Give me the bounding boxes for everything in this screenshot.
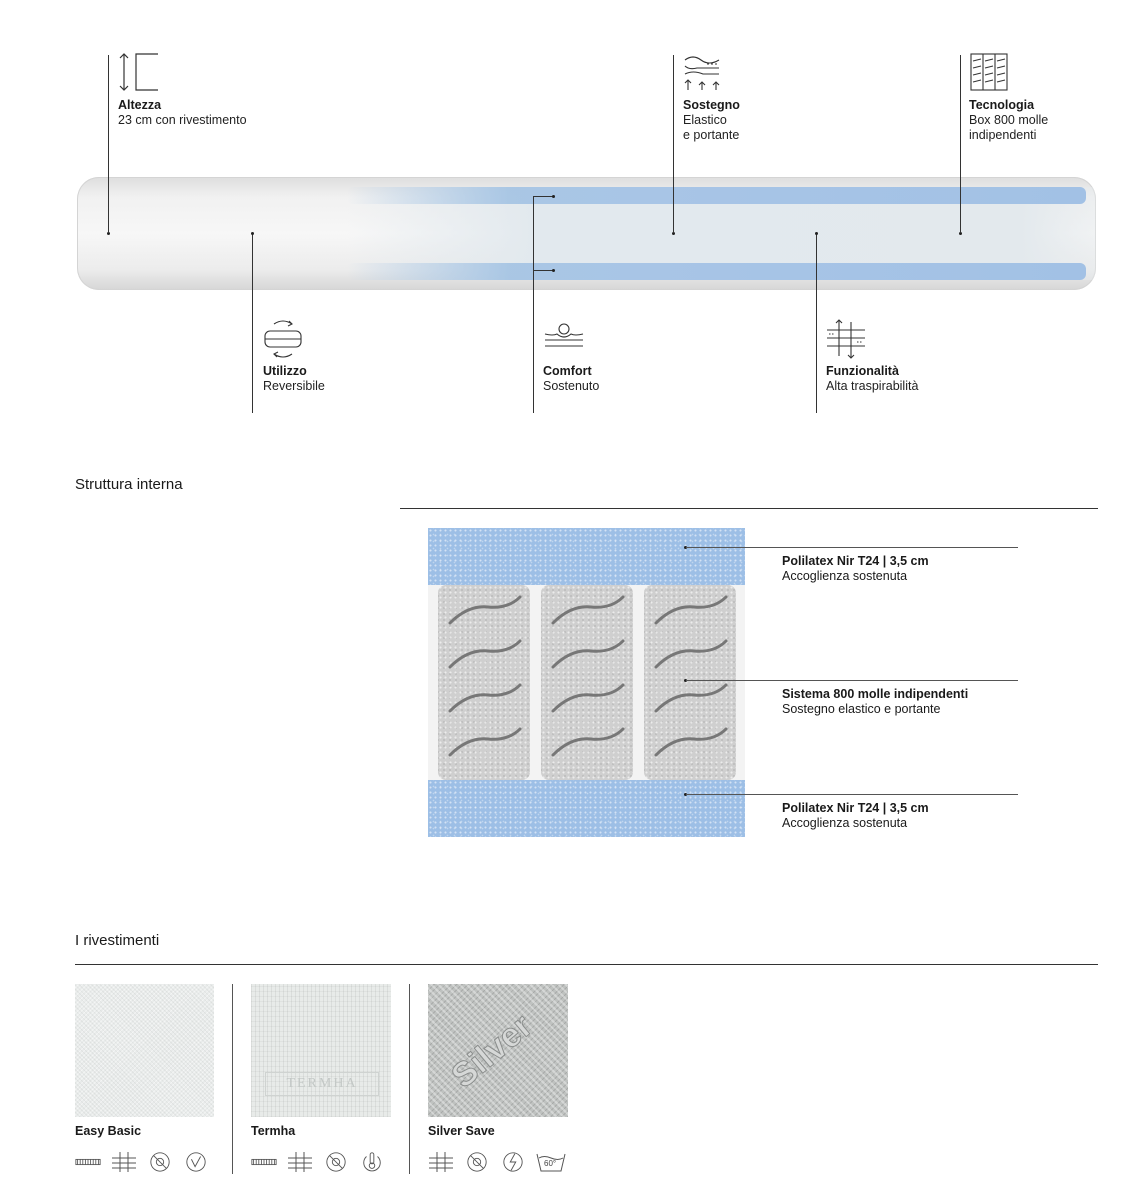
layer-subtitle: Accoglienza sostenuta [782,569,908,583]
thermal-icon [359,1151,385,1173]
mattress-top-layer [347,187,1086,204]
feature-utilizzo [263,364,325,394]
structure-divider [400,508,1098,509]
feature-title: Utilizzo [263,364,307,378]
cover-icons-silver-save [428,1150,566,1174]
anti-mite-icon [147,1151,173,1173]
leader-line-utilizzo [252,233,253,413]
spring-layer [428,585,745,780]
leader-dot-utilizzo [251,232,254,235]
layer-title: Sistema 800 molle indipendenti [782,687,969,701]
feature-funzionalita [826,364,918,394]
cover-swatch-silver-save [428,984,568,1117]
height-icon [118,52,160,92]
cover-name: Silver Save [428,1124,495,1138]
comfort-dot-top [552,195,555,198]
leader-line-sostegno-over [673,177,674,233]
feature-title: Funzionalità [826,364,899,378]
support-icon [683,52,725,92]
feature-subtitle: Box 800 molle [969,113,1049,127]
feature-title: Comfort [543,364,592,378]
cover-name: Easy Basic [75,1124,142,1138]
anti-mite-icon [323,1151,349,1173]
feature-altezza [118,98,247,128]
feature-subtitle: Reversibile [263,379,325,393]
cover-logo-termha: TERMHA [265,1072,379,1096]
cover-separator [232,984,233,1174]
leader-dot-funzionalita [815,232,818,235]
feature-subtitle: Elastico [683,113,727,127]
feature-sostegno [683,98,740,143]
layer-title: Polilatex Nir T24 | 3,5 cm [782,801,929,815]
mattress-bottom-layer [347,263,1086,280]
layer-label-bottom [782,801,929,831]
feature-subtitle: e portante [683,128,740,142]
layer-leader-bottom [686,794,1018,795]
feature-subtitle: 23 cm con rivestimento [118,113,247,127]
zipper-icon [251,1151,277,1173]
spring-coils-drawing [428,585,745,780]
bottom-foam-layer [428,780,745,837]
feature-subtitle: Sostenuto [543,379,600,393]
layer-subtitle: Sostegno elastico e portante [782,702,941,716]
cover-logo-silver: Silver [444,1006,540,1096]
comfort-dot-bottom [552,269,555,272]
comfort-icon [543,322,585,352]
layer-leader-springs [686,680,1018,681]
breathable-icon [111,1151,137,1173]
breathability-icon [825,318,867,360]
covers-title: I rivestimenti [75,932,160,949]
layer-subtitle: Accoglienza sostenuta [782,816,908,830]
covers-divider [75,964,1098,965]
reversible-icon [262,318,304,360]
comfort-branch-top [533,196,553,197]
wash-temperature: 60° [544,1159,557,1168]
anti-mite-icon [464,1151,490,1173]
mattress-cross-section [77,177,1096,290]
cover-swatch-termha [251,984,391,1117]
comfort-branch-bottom [533,270,553,271]
layer-title: Polilatex Nir T24 | 3,5 cm [782,554,929,568]
springs-technology-icon [969,52,1011,92]
layer-label-springs [782,687,968,717]
cover-separator [409,984,410,1174]
wash-60-icon [536,1151,566,1173]
feature-title: Sostegno [683,98,740,112]
layer-leader-top [686,547,1018,548]
feature-tecnologia [969,98,1048,143]
feature-subtitle: Alta traspirabilità [826,379,919,393]
feature-title: Tecnologia [969,98,1035,112]
leader-line-comfort [533,196,534,413]
zipper-icon [75,1151,101,1173]
leader-line-funzionalita [816,233,817,413]
layer-label-top [782,554,929,584]
antistatic-icon [500,1151,526,1173]
feature-comfort [543,364,599,394]
check-circle-icon [183,1151,209,1173]
feature-title: Altezza [118,98,162,112]
structure-title: Struttura interna [75,476,183,493]
feature-subtitle: indipendenti [969,128,1037,142]
leader-line-tecnologia-over [960,177,961,233]
cover-icons-termha [251,1150,385,1174]
cover-swatch-easy-basic [75,984,214,1117]
cover-icons-easy-basic [75,1150,209,1174]
breathable-icon [428,1151,454,1173]
breathable-icon [287,1151,313,1173]
cover-name: Termha [251,1124,296,1138]
top-foam-layer [428,528,745,585]
leader-line-altezza-over [108,177,109,233]
